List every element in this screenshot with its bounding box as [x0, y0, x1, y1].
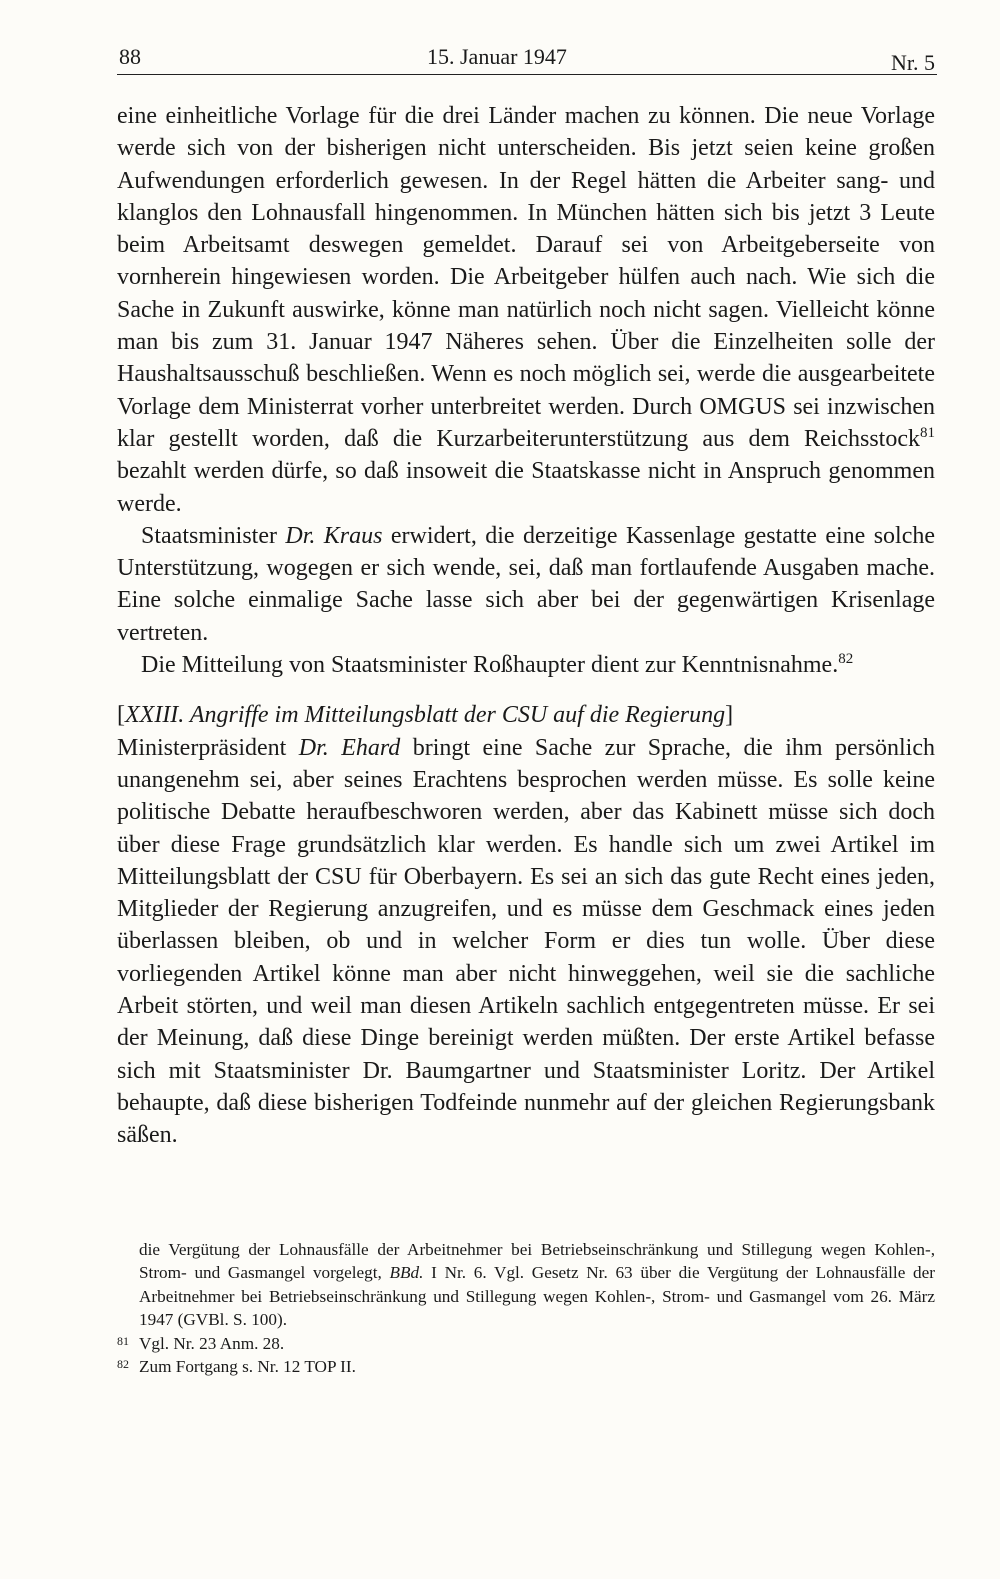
footnote-continuation-end: I Nr. 6. Vgl. Gesetz Nr. 63 über die Vergütung der Lohnausfälle der Arbeitnehmer bei Betriebseinschränkung und Stillegung wegen Kohlen-, Strom- und Gasmangel vom 26. März 1947 (GVBl. S. 100). [139, 1263, 935, 1330]
paragraph-2-start: Staatsminister [141, 522, 286, 549]
paragraph-3-text: Die Mitteilung von Staatsminister Roßhaupter dient zur Kenntnisnahme. [141, 652, 839, 679]
footnote-ref-82[interactable]: 82 [838, 651, 854, 668]
footnote-81-text: Vgl. Nr. 23 Anm. 28. [139, 1333, 285, 1353]
footnote-continuation-start: die Vergütung der Lohnausfälle der Arbeitnehmer bei Betriebseinschränkung und Stillegung wegen Kohlen-, Strom- und Gasmangel vorgelegt, [139, 1240, 935, 1283]
page-number: 88 [119, 44, 141, 69]
paragraph-4 [117, 732, 935, 1152]
heading-bracket-close: ] [725, 702, 734, 729]
footnote-82-text: Zum Fortgang s. Nr. 12 TOP II. [139, 1357, 356, 1377]
paragraph-3 [117, 649, 935, 681]
footnote-continuation [117, 1238, 935, 1332]
header-date: 15. Januar 1947 [427, 44, 567, 69]
section-heading-text: XXIII. Angriffe im Mitteilungsblatt der CSU auf die Regierung [125, 702, 726, 729]
paragraph-2-end: erwidert, die derzeitige Kassenlage gestatte eine solche Unterstützung, wogegen er sich wende, sei, daß man fortlaufende Ausgaben mache. Eine solche einmalige Sache lasse sich aber bei der gegenwärtigen Krisenlage vertreten. [117, 522, 936, 646]
footnote-ref-81[interactable]: 81 [920, 424, 935, 441]
paragraph-1 [117, 100, 935, 520]
section-heading [117, 699, 935, 731]
paragraph-4-start: Ministerpräsident [117, 734, 299, 761]
footnote-81-mark: 81 [117, 1333, 129, 1348]
paragraph-1-end: bezahlt werden dürfe, so daß insoweit die Staatskasse nicht in Anspruch genommen werde. [117, 458, 935, 517]
footnote-continuation-ref: BBd. [389, 1263, 424, 1283]
paragraph-2 [117, 520, 935, 649]
speaker-name-kraus: Dr. Kraus [285, 522, 383, 549]
paragraph-1-text: eine einheitliche Vorlage für die drei Länder machen zu können. Die neue Vorlage werde sich von der bisherigen nicht unterscheiden. Bis jetzt seien keine großen Aufwendungen erforderlich gewesen. In der Regel hätten die Arbeiter sang- und klanglos den Lohnausfall hingenommen. In München hätten sich bis jetzt 3 Leute beim Arbeitsamt deswegen gemeldet. Darauf sei von Arbeitgeberseite von vornherein hingewiesen worden. Die Arbeitgeber hülfen auch nach. Wie sich die Sache in Zukunft auswirke, könne man natürlich noch nicht sagen. Vielleicht könne man bis zum 31. Januar 1947 Näheres sehen. Über die Einzelheiten solle der Haushaltsausschuß beschließen. Wenn es noch möglich sei, werde die ausgearbeitete Vorlage dem Ministerrat vorher unterbreitet werden. Durch OMGUS sei inzwischen klar gestellt worden, daß die Kurzarbeiterunterstützung aus dem Reichsstock [117, 103, 935, 452]
main-text [117, 100, 935, 1152]
footnote-81 [117, 1332, 935, 1355]
paragraph-4-end: bringt eine Sache zur Sprache, die ihm persönlich unangenehm sei, aber seines Erachtens besprochen werden müsse. Es solle keine politische Debatte heraufbeschworen werden, aber das Kabinett müsse sich doch über diese Frage grundsätzlich klar werden. Es handle sich um zwei Artikel im Mitteilungsblatt der CSU für Oberbayern. Es sei an sich das gute Recht eines jeden, Mitglieder der Regierung anzugreifen, und es müsse dem Geschmack eines jeden überlassen bleiben, ob und in welcher Form er dies tun wolle. Über diese vorliegenden Artikel könne man aber nicht hinweggehen, weil sie die sachliche Arbeit störten, und weil man diesen Artikeln sachlich entgegentreten müsse. Er sei der Meinung, daß diese Dinge bereinigt werden müßten. Der erste Artikel befasse sich mit Staatsminister Dr. Baumgartner und Staatsminister Loritz. Der Artikel behaupte, daß diese bisherigen Todfeinde nunmehr auf der gleichen Regierungsbank säßen. [117, 734, 935, 1149]
footnote-82 [117, 1355, 935, 1378]
speaker-name-ehard: Dr. Ehard [298, 734, 401, 761]
document-number: Nr. 5 [891, 50, 935, 75]
running-header [117, 40, 937, 75]
heading-bracket-open: [ [117, 702, 125, 729]
footnote-82-mark: 82 [117, 1357, 129, 1372]
footnotes [117, 1238, 935, 1378]
